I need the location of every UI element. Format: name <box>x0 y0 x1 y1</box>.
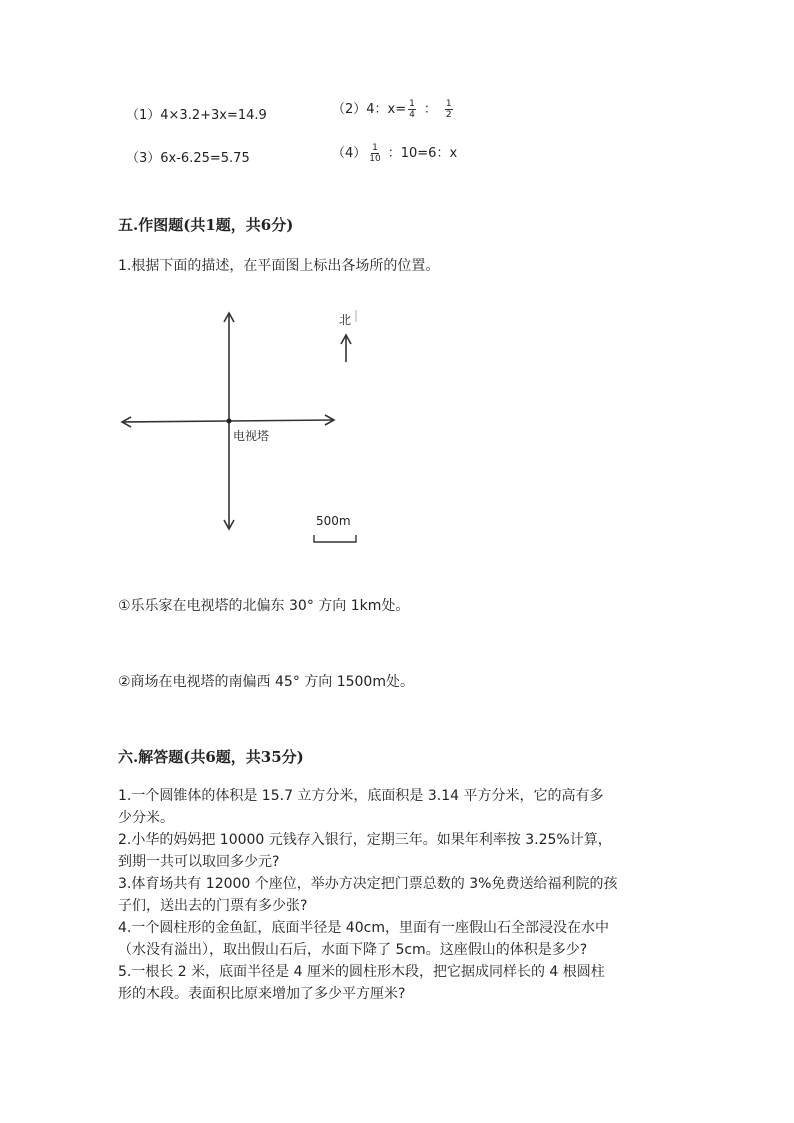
problem-2-line-2: 到期一共可以取回多少元? <box>118 854 280 870</box>
problem-3-line-2: 子们，送出去的门票有多少张? <box>118 898 308 914</box>
problem-5-line-1: 5.一根长 2 米，底面半径是 4 厘米的圆柱形木段，把它据成同样长的 4 根圆柱 <box>118 964 605 980</box>
fraction-numerator: 1 <box>372 143 378 153</box>
equation-4-suffix: ：10=6：x <box>387 146 458 161</box>
problem-5 <box>118 961 698 1005</box>
problem-1 <box>118 785 698 829</box>
equation-1: （1）4×3.2+3x=14.9 <box>126 108 267 123</box>
fraction-denominator: 10 <box>369 154 381 164</box>
fraction-one-tenth <box>368 143 381 164</box>
equation-4-prefix: （4） <box>332 146 367 161</box>
section-5-item-2: ②商场在电视塔的南偏西 45° 方向 1500m处。 <box>118 674 414 690</box>
problem-2-line-1: 2.小华的妈妈把 10000 元钱存入银行，定期三年。如果年利率按 3.25%计算， <box>118 832 612 848</box>
problem-4-line-2: （水没有溢出），取出假山石后，水面下降了 5cm。这座假山的体积是多少? <box>118 942 588 958</box>
section-6-heading: 六.解答题(共6题，共35分) <box>118 748 304 766</box>
fraction-one-half <box>445 99 453 120</box>
tv-tower-point <box>227 419 232 424</box>
fraction-numerator: 1 <box>445 99 452 109</box>
problem-list <box>118 785 698 1005</box>
tv-tower-label: 电视塔 <box>233 429 270 443</box>
problem-5-line-2: 形的木段。表面积比原来增加了多少平方厘米? <box>118 986 406 1002</box>
fraction-denominator: 4 <box>409 110 415 120</box>
problem-3-line-1: 3.体育场共有 12000 个座位，举办方决定把门票总数的 3%免费送给福利院的孩 <box>118 876 618 892</box>
equation-2 <box>332 98 455 120</box>
problem-4-line-1: 4.一个圆柱形的金鱼缸，底面半径是 40cm，里面有一座假山石全部浸没在水中 <box>118 920 609 936</box>
fraction-one-quarter <box>408 99 416 120</box>
north-label: 北 <box>339 313 352 327</box>
coordinate-figure <box>110 300 380 550</box>
equation-2-prefix: （2）4：x= <box>332 102 407 117</box>
equation-4 <box>332 142 457 164</box>
problem-1-line-1: 1.一个圆锥体的体积是 15.7 立方分米，底面积是 3.14 平方分米，它的高有多 <box>118 788 604 804</box>
section-5-item-1: ①乐乐家在电视塔的北偏东 30° 方向 1km处。 <box>118 598 410 614</box>
fraction-denominator: 2 <box>445 110 452 120</box>
problem-1-line-2: 少分米。 <box>118 810 174 826</box>
problem-2 <box>118 829 698 873</box>
fraction-numerator: 1 <box>409 99 415 109</box>
equation-3: （3）6x-6.25=5.75 <box>126 151 250 166</box>
equation-2-separator: ： <box>423 102 437 117</box>
section-5-heading: 五.作图题(共1题，共6分) <box>118 216 294 234</box>
problem-4 <box>118 917 698 961</box>
scale-bar <box>314 535 356 542</box>
scale-label: 500m <box>316 514 351 528</box>
section-5-question-1: 1.根据下面的描述，在平面图上标出各场所的位置。 <box>118 258 440 274</box>
problem-3 <box>118 873 698 917</box>
